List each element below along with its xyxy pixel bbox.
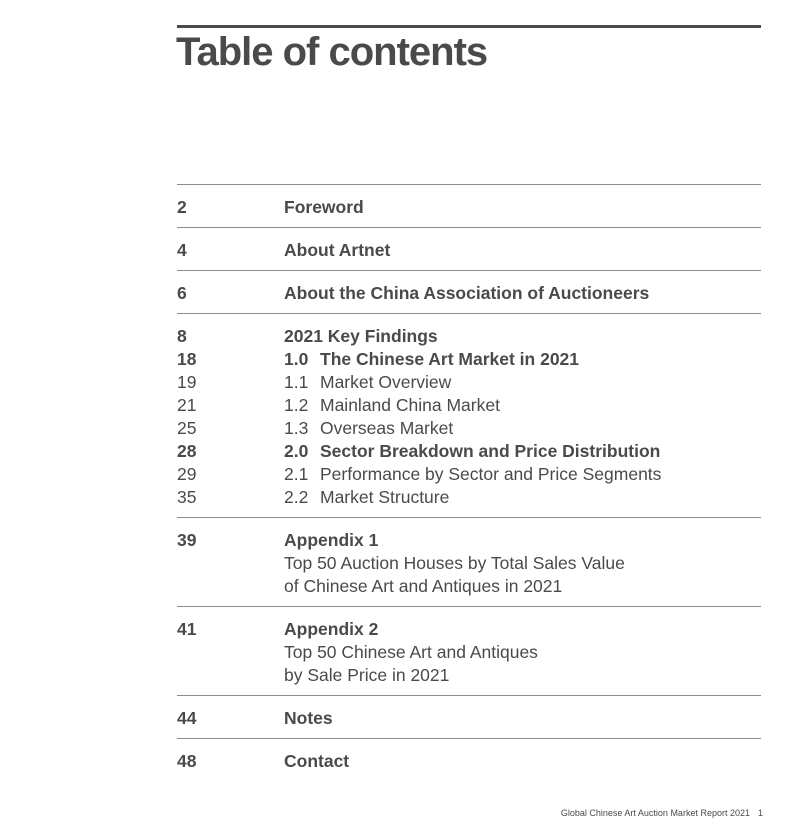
toc-page-number: 44 — [177, 708, 197, 728]
toc-section — [177, 270, 761, 313]
toc-page-number: 29 — [177, 464, 197, 484]
toc-entry-title: Sector Breakdown and Price Distribution — [320, 441, 661, 461]
toc-entry[interactable] — [177, 618, 761, 641]
toc-page-number: 4 — [177, 240, 187, 260]
page-title: Table of contents — [176, 30, 488, 74]
toc-entry[interactable] — [177, 707, 761, 730]
toc-entry[interactable] — [177, 641, 761, 664]
toc-entry-label — [284, 463, 661, 486]
toc-entry-title: Top 50 Chinese Art and Antiques — [284, 642, 538, 662]
toc-entry-label — [284, 282, 649, 305]
toc-entry-title: Appendix 1 — [284, 530, 379, 550]
toc-entry[interactable] — [177, 348, 761, 371]
toc-entry-title: by Sale Price in 2021 — [284, 665, 450, 685]
table-of-contents — [177, 184, 761, 781]
toc-entry-label — [284, 417, 453, 440]
toc-section-number: 2.2 — [284, 487, 309, 507]
toc-section-number: 2.1 — [284, 464, 309, 484]
toc-entry-title: Top 50 Auction Houses by Total Sales Value — [284, 553, 625, 573]
toc-section — [177, 738, 761, 781]
toc-section — [177, 695, 761, 738]
toc-entry-label — [284, 529, 378, 552]
toc-page-number: 8 — [177, 326, 187, 346]
toc-page-number: 25 — [177, 418, 197, 438]
toc-page-number: 28 — [177, 441, 197, 461]
toc-entry-title: Foreword — [284, 197, 364, 217]
toc-entry[interactable] — [177, 664, 761, 687]
toc-section-number: 1.0 — [284, 349, 309, 369]
toc-entry-label — [284, 440, 660, 463]
toc-page-number: 48 — [177, 751, 197, 771]
toc-entry-title: Notes — [284, 708, 333, 728]
toc-section — [177, 606, 761, 695]
toc-entry-title: The Chinese Art Market in 2021 — [320, 349, 580, 369]
toc-entry-title: About Artnet — [284, 240, 391, 260]
toc-entry-title: Overseas Market — [320, 418, 454, 438]
toc-entry-title: 2021 Key Findings — [284, 326, 438, 346]
toc-entry-title: of Chinese Art and Antiques in 2021 — [284, 576, 563, 596]
toc-entry[interactable] — [177, 196, 761, 219]
toc-section-number: 2.0 — [284, 441, 309, 461]
toc-entry[interactable] — [177, 552, 761, 575]
toc-entry-label — [284, 707, 333, 730]
toc-entry-title: Performance by Sector and Price Segments — [320, 464, 662, 484]
toc-entry-label — [284, 641, 538, 664]
toc-entry-label — [284, 552, 625, 575]
toc-entry-title: Market Overview — [320, 372, 452, 392]
toc-entry-label — [284, 664, 449, 687]
toc-entry[interactable] — [177, 486, 761, 509]
toc-entry-title: Contact — [284, 751, 350, 771]
toc-page-number: 18 — [177, 349, 197, 369]
toc-entry-title: Market Structure — [320, 487, 450, 507]
footer-report-title: Global Chinese Art Auction Market Report 2021 — [560, 808, 750, 818]
toc-page-number: 2 — [177, 197, 187, 217]
toc-entry[interactable] — [177, 325, 761, 348]
toc-page-number: 6 — [177, 283, 187, 303]
toc-page-number: 19 — [177, 372, 197, 392]
toc-page-number: 21 — [177, 395, 197, 415]
toc-section — [177, 313, 761, 517]
toc-entry[interactable] — [177, 394, 761, 417]
toc-page-number: 41 — [177, 619, 197, 639]
toc-entry-label — [284, 750, 349, 773]
top-rule — [177, 25, 761, 28]
toc-entry-title: About the China Association of Auctioneers — [284, 283, 650, 303]
toc-entry-label — [284, 486, 449, 509]
toc-entry-label — [284, 325, 438, 348]
toc-entry-label — [284, 394, 500, 417]
toc-entry-title: Appendix 2 — [284, 619, 379, 639]
toc-entry[interactable] — [177, 282, 761, 305]
toc-section-number: 1.1 — [284, 372, 309, 392]
toc-page-number: 39 — [177, 530, 197, 550]
toc-entry-label — [284, 575, 562, 598]
toc-section-number: 1.2 — [284, 395, 309, 415]
toc-page-number: 35 — [177, 487, 197, 507]
toc-section — [177, 517, 761, 606]
toc-section — [177, 184, 761, 227]
toc-entry[interactable] — [177, 575, 761, 598]
toc-entry-title: Mainland China Market — [320, 395, 500, 415]
footer-page-number: 1 — [757, 808, 763, 818]
toc-entry-label — [284, 371, 451, 394]
toc-entry[interactable] — [177, 750, 761, 773]
toc-entry[interactable] — [177, 417, 761, 440]
toc-section — [177, 227, 761, 270]
toc-entry[interactable] — [177, 371, 761, 394]
toc-entry-label — [284, 196, 364, 219]
toc-entry[interactable] — [177, 440, 761, 463]
toc-entry-label — [284, 239, 390, 262]
toc-entry[interactable] — [177, 463, 761, 486]
toc-entry-label — [284, 618, 378, 641]
page-footer — [561, 808, 763, 818]
toc-entry[interactable] — [177, 529, 761, 552]
toc-entry-label — [284, 348, 579, 371]
toc-entry[interactable] — [177, 239, 761, 262]
toc-section-number: 1.3 — [284, 418, 309, 438]
